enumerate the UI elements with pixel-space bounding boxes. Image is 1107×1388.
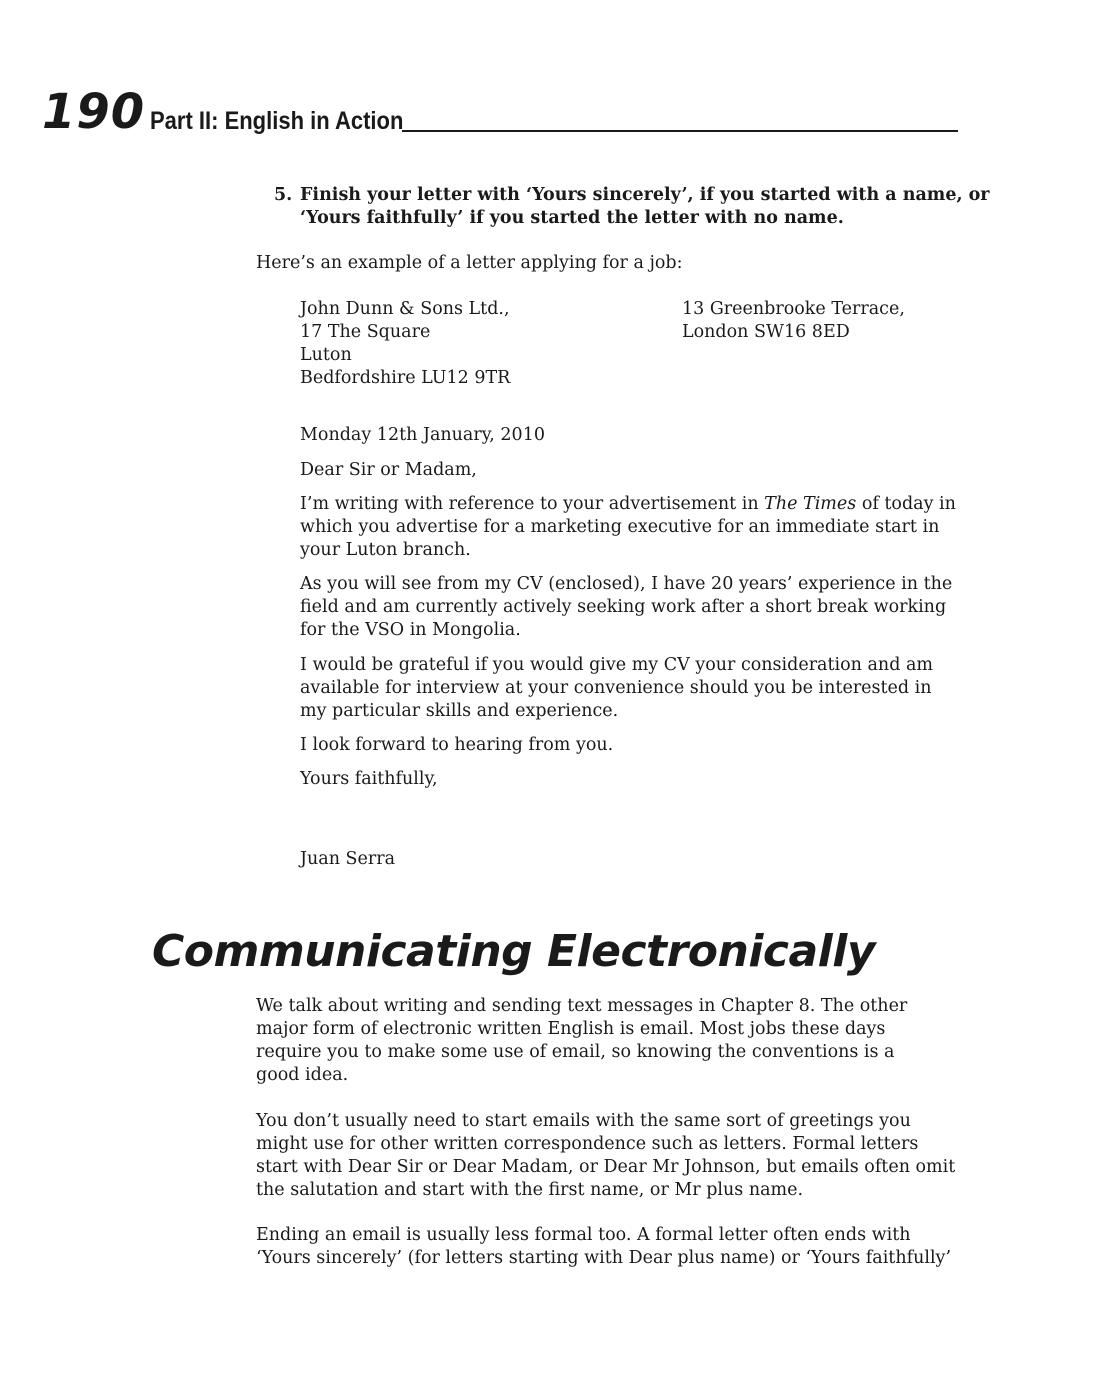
newspaper-title: The Times: [764, 494, 857, 514]
paragraph-line: [300, 493, 956, 516]
paragraph-line: I would be grateful if you would give my CV your consideration and am: [300, 655, 933, 675]
recipient-address: [300, 298, 670, 390]
running-head: Part II: English in Action: [150, 107, 404, 135]
address-line: Luton: [300, 345, 352, 365]
step-text-line: ‘Yours faithfully’ if you started the letter with no name.: [300, 208, 844, 228]
header-rule: [402, 130, 958, 132]
paragraph-line: ‘Yours sincerely’ (for letters starting with Dear plus name) or ‘Yours faithfully’: [256, 1248, 952, 1268]
intro-paragraph: Here’s an example of a letter applying for a job:: [256, 253, 683, 273]
address-line: John Dunn & Sons Ltd.,: [300, 299, 510, 319]
paragraph-line: my particular skills and experience.: [300, 701, 619, 721]
paragraph-line: available for interview at your convenience should you be interested in: [300, 678, 932, 698]
paragraph-line: field and am currently actively seeking work after a short break working: [300, 597, 947, 617]
paragraph-line: your Luton branch.: [300, 540, 471, 560]
section-paragraph: [256, 995, 961, 1087]
letter-paragraph: [300, 573, 962, 642]
letter-signature: Juan Serra: [300, 849, 396, 869]
section-heading: Communicating Electronically: [152, 926, 876, 977]
paragraph-line: good idea.: [256, 1065, 349, 1085]
step-text-line: Finish your letter with ‘Yours sincerely’, if you started with a name, or: [300, 185, 990, 205]
paragraph-line: Ending an email is usually less formal too. A formal letter often ends with: [256, 1225, 911, 1245]
text-run: I’m writing with reference to your advertisement in: [300, 494, 765, 514]
section-paragraph: [256, 1224, 961, 1270]
address-line: 17 The Square: [300, 322, 431, 342]
paragraph-line: the salutation and start with the first name, or Mr plus name.: [256, 1180, 804, 1200]
letter-date: Monday 12th January, 2010: [300, 425, 545, 445]
letter-paragraph: I look forward to hearing from you.: [300, 735, 614, 755]
paragraph-line: We talk about writing and sending text messages in Chapter 8. The other: [256, 996, 908, 1016]
letter-paragraph: [300, 493, 962, 562]
paragraph-line: You don’t usually need to start emails with the same sort of greetings you: [256, 1111, 911, 1131]
address-line: 13 Greenbrooke Terrace,: [682, 299, 905, 319]
paragraph-line: might use for other written correspondence such as letters. Formal letters: [256, 1134, 919, 1154]
page-number: 190: [42, 84, 146, 140]
paragraph-line: for the VSO in Mongolia.: [300, 620, 521, 640]
letter-salutation: Dear Sir or Madam,: [300, 460, 477, 480]
letter-closing: Yours faithfully,: [300, 769, 438, 789]
step-item: [274, 184, 990, 230]
letter-paragraph: [300, 654, 962, 723]
section-paragraph: [256, 1110, 961, 1202]
paragraph-line: major form of electronic written English is email. Most jobs these days: [256, 1019, 886, 1039]
paragraph-line: start with Dear Sir or Dear Madam, or Dear Mr Johnson, but emails often omit: [256, 1157, 956, 1177]
paragraph-line: which you advertise for a marketing executive for an immediate start in: [300, 517, 940, 537]
address-line: London SW16 8ED: [682, 322, 850, 342]
sender-address: [682, 298, 982, 344]
paragraph-line: As you will see from my CV (enclosed), I have 20 years’ experience in the: [300, 574, 953, 594]
text-run: of today in: [856, 494, 956, 514]
paragraph-line: require you to make some use of email, so knowing the conventions is a: [256, 1042, 895, 1062]
step-number: 5.: [274, 185, 293, 205]
step-text: [300, 184, 990, 230]
address-line: Bedfordshire LU12 9TR: [300, 368, 511, 388]
